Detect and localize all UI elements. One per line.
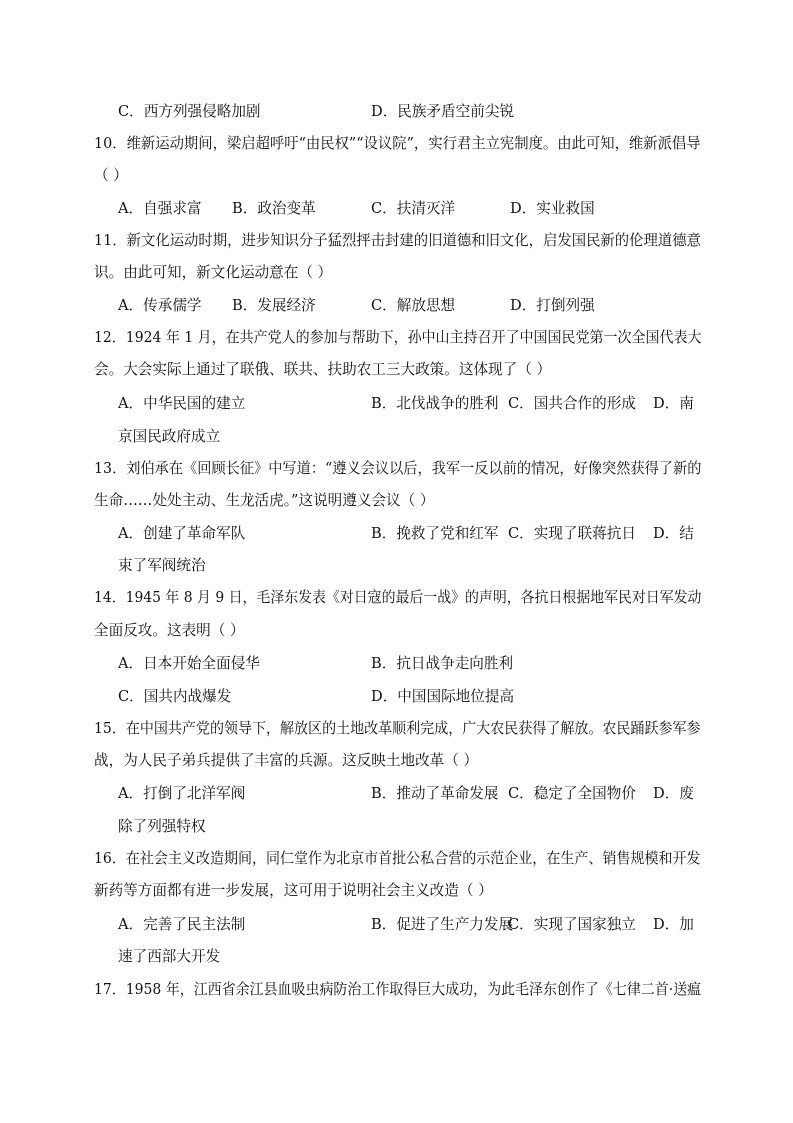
q10-option-a: A．自强求富: [118, 200, 202, 217]
q15-stem: 15．在中国共产党的领导下，解放区的土地改革顺利完成，广大农民获得了解放。农民踊跃参军参: [94, 720, 701, 737]
q12-stem-cont: 会。大会实际上通过了联俄、联共、扶助农工三大政策。这体现了（ ）: [94, 361, 552, 378]
q14-stem-line1: [0, 585, 793, 611]
q9-option-c: C．西方列强侵略加剧: [118, 103, 261, 120]
q15-option-c: C．稳定了全国物价: [508, 785, 636, 802]
q11-stem-line1: [0, 228, 793, 254]
q12-options-row: [0, 391, 793, 417]
q9-option-d: D．民族矛盾空前尖锐: [371, 103, 515, 120]
q11-stem: 11．新文化运动时期，进步知识分子猛烈抨击封建的旧道德和旧文化，启发国民新的伦理道德意: [94, 232, 701, 249]
q14-stem-cont: 全面反攻。这表明（ ）: [94, 622, 245, 639]
q15-stem-line2: [0, 748, 793, 774]
q13-option-a: A．创建了革命军队: [118, 525, 246, 542]
q12-stem: 12．1924 年 1 月，在共产党人的参加与帮助下，孙中山主持召开了中国国民党第一次全国代表大: [94, 329, 702, 346]
q15-stem-line1: [0, 716, 793, 742]
q12-stem-line2: [0, 357, 793, 383]
q9-options-row: [0, 99, 793, 125]
q11-option-c: C．解放思想: [371, 297, 456, 314]
q16-stem-line1: [0, 846, 793, 872]
q16-option-d-cont: 速了西部大开发: [118, 948, 221, 965]
q12-option-d: D．南: [653, 395, 694, 412]
q16-option-c: C．实现了国家独立: [508, 916, 636, 933]
q10-options-row: [0, 196, 793, 222]
q12-stem-line1: [0, 325, 793, 351]
q11-stem-cont: 识。由此可知，新文化运动意在（ ）: [94, 264, 333, 281]
q14-option-a: A．日本开始全面侵华: [118, 655, 260, 672]
q17-stem: 17．1958 年，江西省余江县血吸虫病防治工作取得巨大成功，为此毛泽东创作了《七律二首·送瘟: [94, 981, 702, 998]
q12-option-a: A．中华民国的建立: [118, 395, 246, 412]
q14-options-row1: [0, 651, 793, 677]
q14-option-d: D．中国国际地位提高: [371, 688, 515, 705]
q15-stem-cont: 战，为人民子弟兵提供了丰富的兵源。这反映土地改革（ ）: [94, 752, 479, 769]
q15-option-a: A．打倒了北洋军阀: [118, 785, 246, 802]
q15-option-b: B．推动了革命发展: [371, 785, 499, 802]
q13-stem-line2: [0, 488, 793, 514]
q17-stem-line1: [0, 977, 793, 1003]
q10-option-c: C．扶清灭洋: [371, 200, 456, 217]
q14-options-row2: [0, 684, 793, 710]
q12-option-d-cont: 京国民政府成立: [118, 428, 221, 445]
q13-stem-line1: [0, 456, 793, 482]
q16-options-row: [0, 912, 793, 938]
q13-options-row: [0, 521, 793, 547]
q16-option-a: A．完善了民主法制: [118, 916, 246, 933]
q13-option-d-wrap-line: [0, 553, 793, 579]
q13-option-d-cont: 束了军阀统治: [118, 557, 206, 574]
q10-stem-line2: [0, 163, 793, 189]
q10-option-b: B．政治变革: [232, 200, 316, 217]
q16-stem-line2: [0, 878, 793, 904]
q13-option-d: D．结: [653, 525, 694, 542]
q12-option-b: B．北伐战争的胜利: [371, 395, 499, 412]
q16-stem-cont: 新药等方面都有进一步发展，这可用于说明社会主义改造（ ）: [94, 882, 493, 899]
q14-option-b: B．抗日战争走向胜利: [371, 655, 514, 672]
q10-option-d: D．实业救国: [510, 200, 595, 217]
q15-options-row: [0, 781, 793, 807]
q15-option-d-cont: 除了列强特权: [118, 818, 206, 835]
q12-option-c: C．国共合作的形成: [508, 395, 636, 412]
q16-stem: 16．在社会主义改造期间，同仁堂作为北京市首批公私合营的示范企业，在生产、销售规模和开发: [94, 850, 701, 867]
q10-stem: 10．维新运动期间，梁启超呼吁“由民权”“设议院”，实行君主立宪制度。由此可知，维新派倡导: [94, 135, 701, 152]
q11-option-b: B．发展经济: [232, 297, 316, 314]
q10-stem-cont: （ ）: [94, 167, 128, 184]
q13-stem-cont: 生命……处处主动、生龙活虎。”这说明遵义会议（ ）: [94, 492, 435, 509]
q15-option-d: D．废: [653, 785, 694, 802]
q13-option-c: C．实现了联蒋抗日: [508, 525, 636, 542]
q12-option-d-wrap-line: [0, 424, 793, 450]
q16-option-d-wrap-line: [0, 944, 793, 970]
q11-stem-line2: [0, 260, 793, 286]
q16-option-b: B．促进了生产力发展: [371, 916, 514, 933]
q11-option-a: A．传承儒学: [118, 297, 202, 314]
q14-stem-line2: [0, 618, 793, 644]
q13-option-b: B．挽救了党和红军: [371, 525, 499, 542]
q10-stem-line1: [0, 131, 793, 157]
q13-stem: 13．刘伯承在《回顾长征》中写道：“遵义会议以后，我军一反以前的情况，好像突然获得了新的: [94, 460, 702, 477]
q11-options-row: [0, 293, 793, 319]
q14-stem: 14．1945 年 8 月 9 日，毛泽东发表《对日寇的最后一战》的声明，各抗日根据地军民对日军发动: [94, 589, 702, 606]
q11-option-d: D．打倒列强: [510, 297, 595, 314]
q15-option-d-wrap-line: [0, 814, 793, 840]
q14-option-c: C．国共内战爆发: [118, 688, 232, 705]
q16-option-d: D．加: [653, 916, 694, 933]
